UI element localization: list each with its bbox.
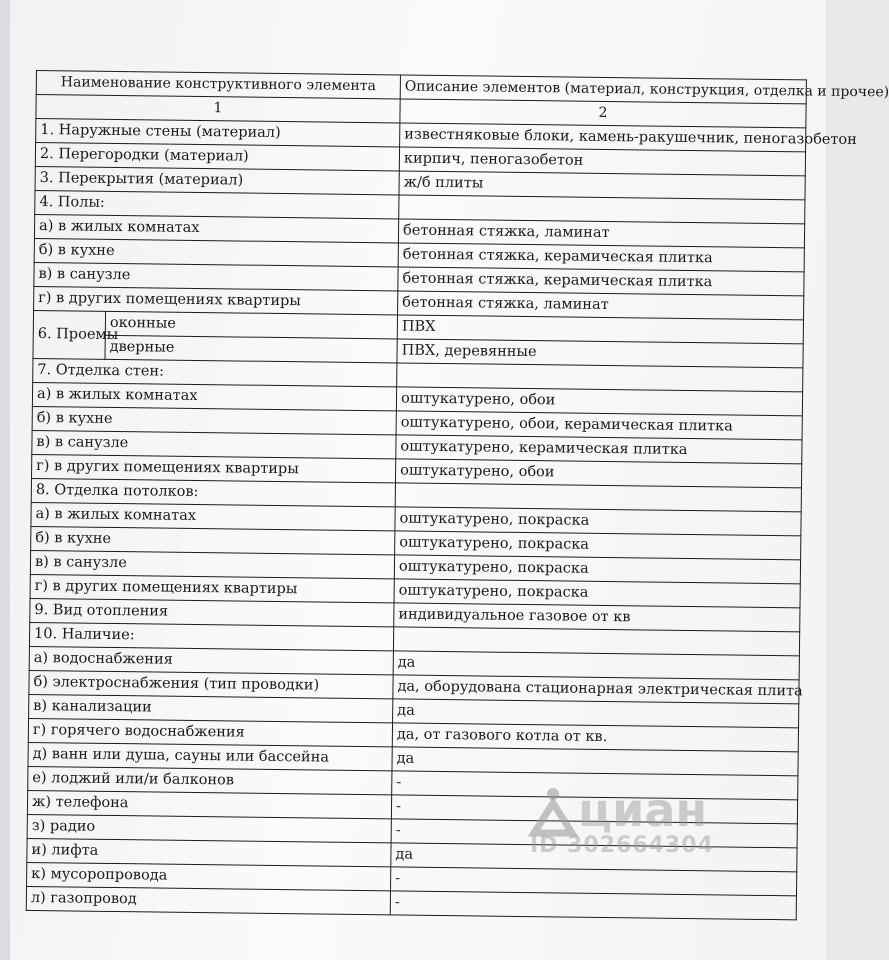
row-value: оштукатурено, обои, керамическая плитка [396, 411, 802, 440]
row-label: а) водоснабжения [29, 646, 393, 674]
row-value: оштукатурено, керамическая плитка [396, 435, 802, 464]
row-value: - [392, 771, 798, 800]
header-num2: 2 [400, 99, 806, 128]
row-value: оштукатурено, покраска [394, 555, 800, 584]
row-label: 2. Перегородки (материал) [35, 143, 399, 171]
header-num1: 1 [36, 95, 400, 123]
row-label: в) в санузле [34, 262, 398, 290]
row-value: оштукатурено, обои [395, 459, 801, 488]
header-col1: Наименование конструктивного элемента [36, 71, 400, 99]
row-label: а) в жилых комнатах [32, 382, 396, 410]
row-value: ж/б плиты [399, 171, 805, 200]
row-value: да [391, 843, 797, 872]
row-label: 9. Вид отопления [30, 598, 394, 626]
row-label: а) в жилых комнатах [34, 214, 398, 242]
row-value: оштукатурено, покраска [394, 579, 800, 608]
row-value: да, от газового котла от кв. [392, 723, 798, 752]
row-label: б) в кухне [32, 406, 396, 434]
row-value: - [391, 795, 797, 824]
row-label: г) в других помещениях квартиры [32, 454, 396, 482]
row-label: 1. Наружные стены (материал) [36, 119, 400, 147]
row-value: оштукатурено, покраска [395, 507, 801, 536]
row-value: бетонная стяжка, ламинат [398, 219, 804, 248]
row-value: - [390, 891, 796, 920]
row-value: ПВХ [397, 315, 803, 344]
row-label: з) радио [27, 814, 391, 842]
row-label: к) мусоропровода [27, 862, 391, 890]
section-label: 4. Полы: [35, 190, 399, 218]
row-label: дверные [105, 335, 397, 363]
watermark-logo [530, 785, 714, 835]
row-value: бетонная стяжка, керамическая плитка [398, 267, 804, 296]
watermark-id: ID 302664304 [530, 833, 714, 858]
row-value: да [393, 651, 799, 680]
row-label: оконные [105, 311, 397, 339]
row-label: б) в кухне [31, 526, 395, 554]
row-label: е) лоджий или/и балконов [28, 766, 392, 794]
row-label: в) канализации [29, 694, 393, 722]
row-label: д) ванн или душа, сауны или бассейна [28, 742, 392, 770]
row-value: оштукатурено, покраска [395, 531, 801, 560]
row-value: да, оборудована стационарная электрическая плита [393, 675, 799, 704]
row-value: да [392, 747, 798, 776]
row-label: а) в жилых комнатах [31, 502, 395, 530]
row-value: - [391, 867, 797, 896]
row-value: ПВХ, деревянные [397, 339, 803, 368]
cian-logo-icon [530, 785, 576, 835]
row-label: в) в санузле [32, 430, 396, 458]
row-value: - [391, 819, 797, 848]
section-label: 8. Отделка потолков: [31, 478, 395, 506]
row-value: индивидуальное газовое от кв [394, 603, 800, 632]
section-label: 10. Наличие: [29, 622, 393, 650]
row-label: г) горячего водоснабжения [28, 718, 392, 746]
row-value: кирпич, пеногазобетон [399, 147, 805, 176]
row-label: б) в кухне [34, 238, 398, 266]
row-label: б) электроснабжения (тип проводки) [29, 670, 393, 698]
row-value: бетонная стяжка, ламинат [398, 291, 804, 320]
row-value: оштукатурено, обои [396, 387, 802, 416]
row-label: 3. Перекрытия (материал) [35, 166, 399, 194]
cian-watermark [530, 785, 714, 858]
row-label: и) лифта [27, 838, 391, 866]
row-label: ж) телефона [27, 790, 391, 818]
row-label: л) газопровод [26, 886, 390, 914]
watermark-brand: циан [578, 783, 708, 837]
section-label: 6. Проемы [33, 310, 106, 359]
row-value: бетонная стяжка, керамическая плитка [398, 243, 804, 272]
sheet-edge-shadow [0, 0, 10, 960]
row-value: известняковые блоки, камень-ракушечник, пеногазобетон [400, 123, 806, 152]
row-label: г) в других помещениях квартиры [30, 574, 394, 602]
row-label: в) в санузле [30, 550, 394, 578]
section-label: 7. Отделка стен: [33, 358, 397, 386]
row-value: да [393, 699, 799, 728]
row-label: г) в других помещениях квартиры [34, 286, 398, 314]
header-col2: Описание элементов (материал, конструкция, отделка и прочее) [400, 75, 806, 104]
